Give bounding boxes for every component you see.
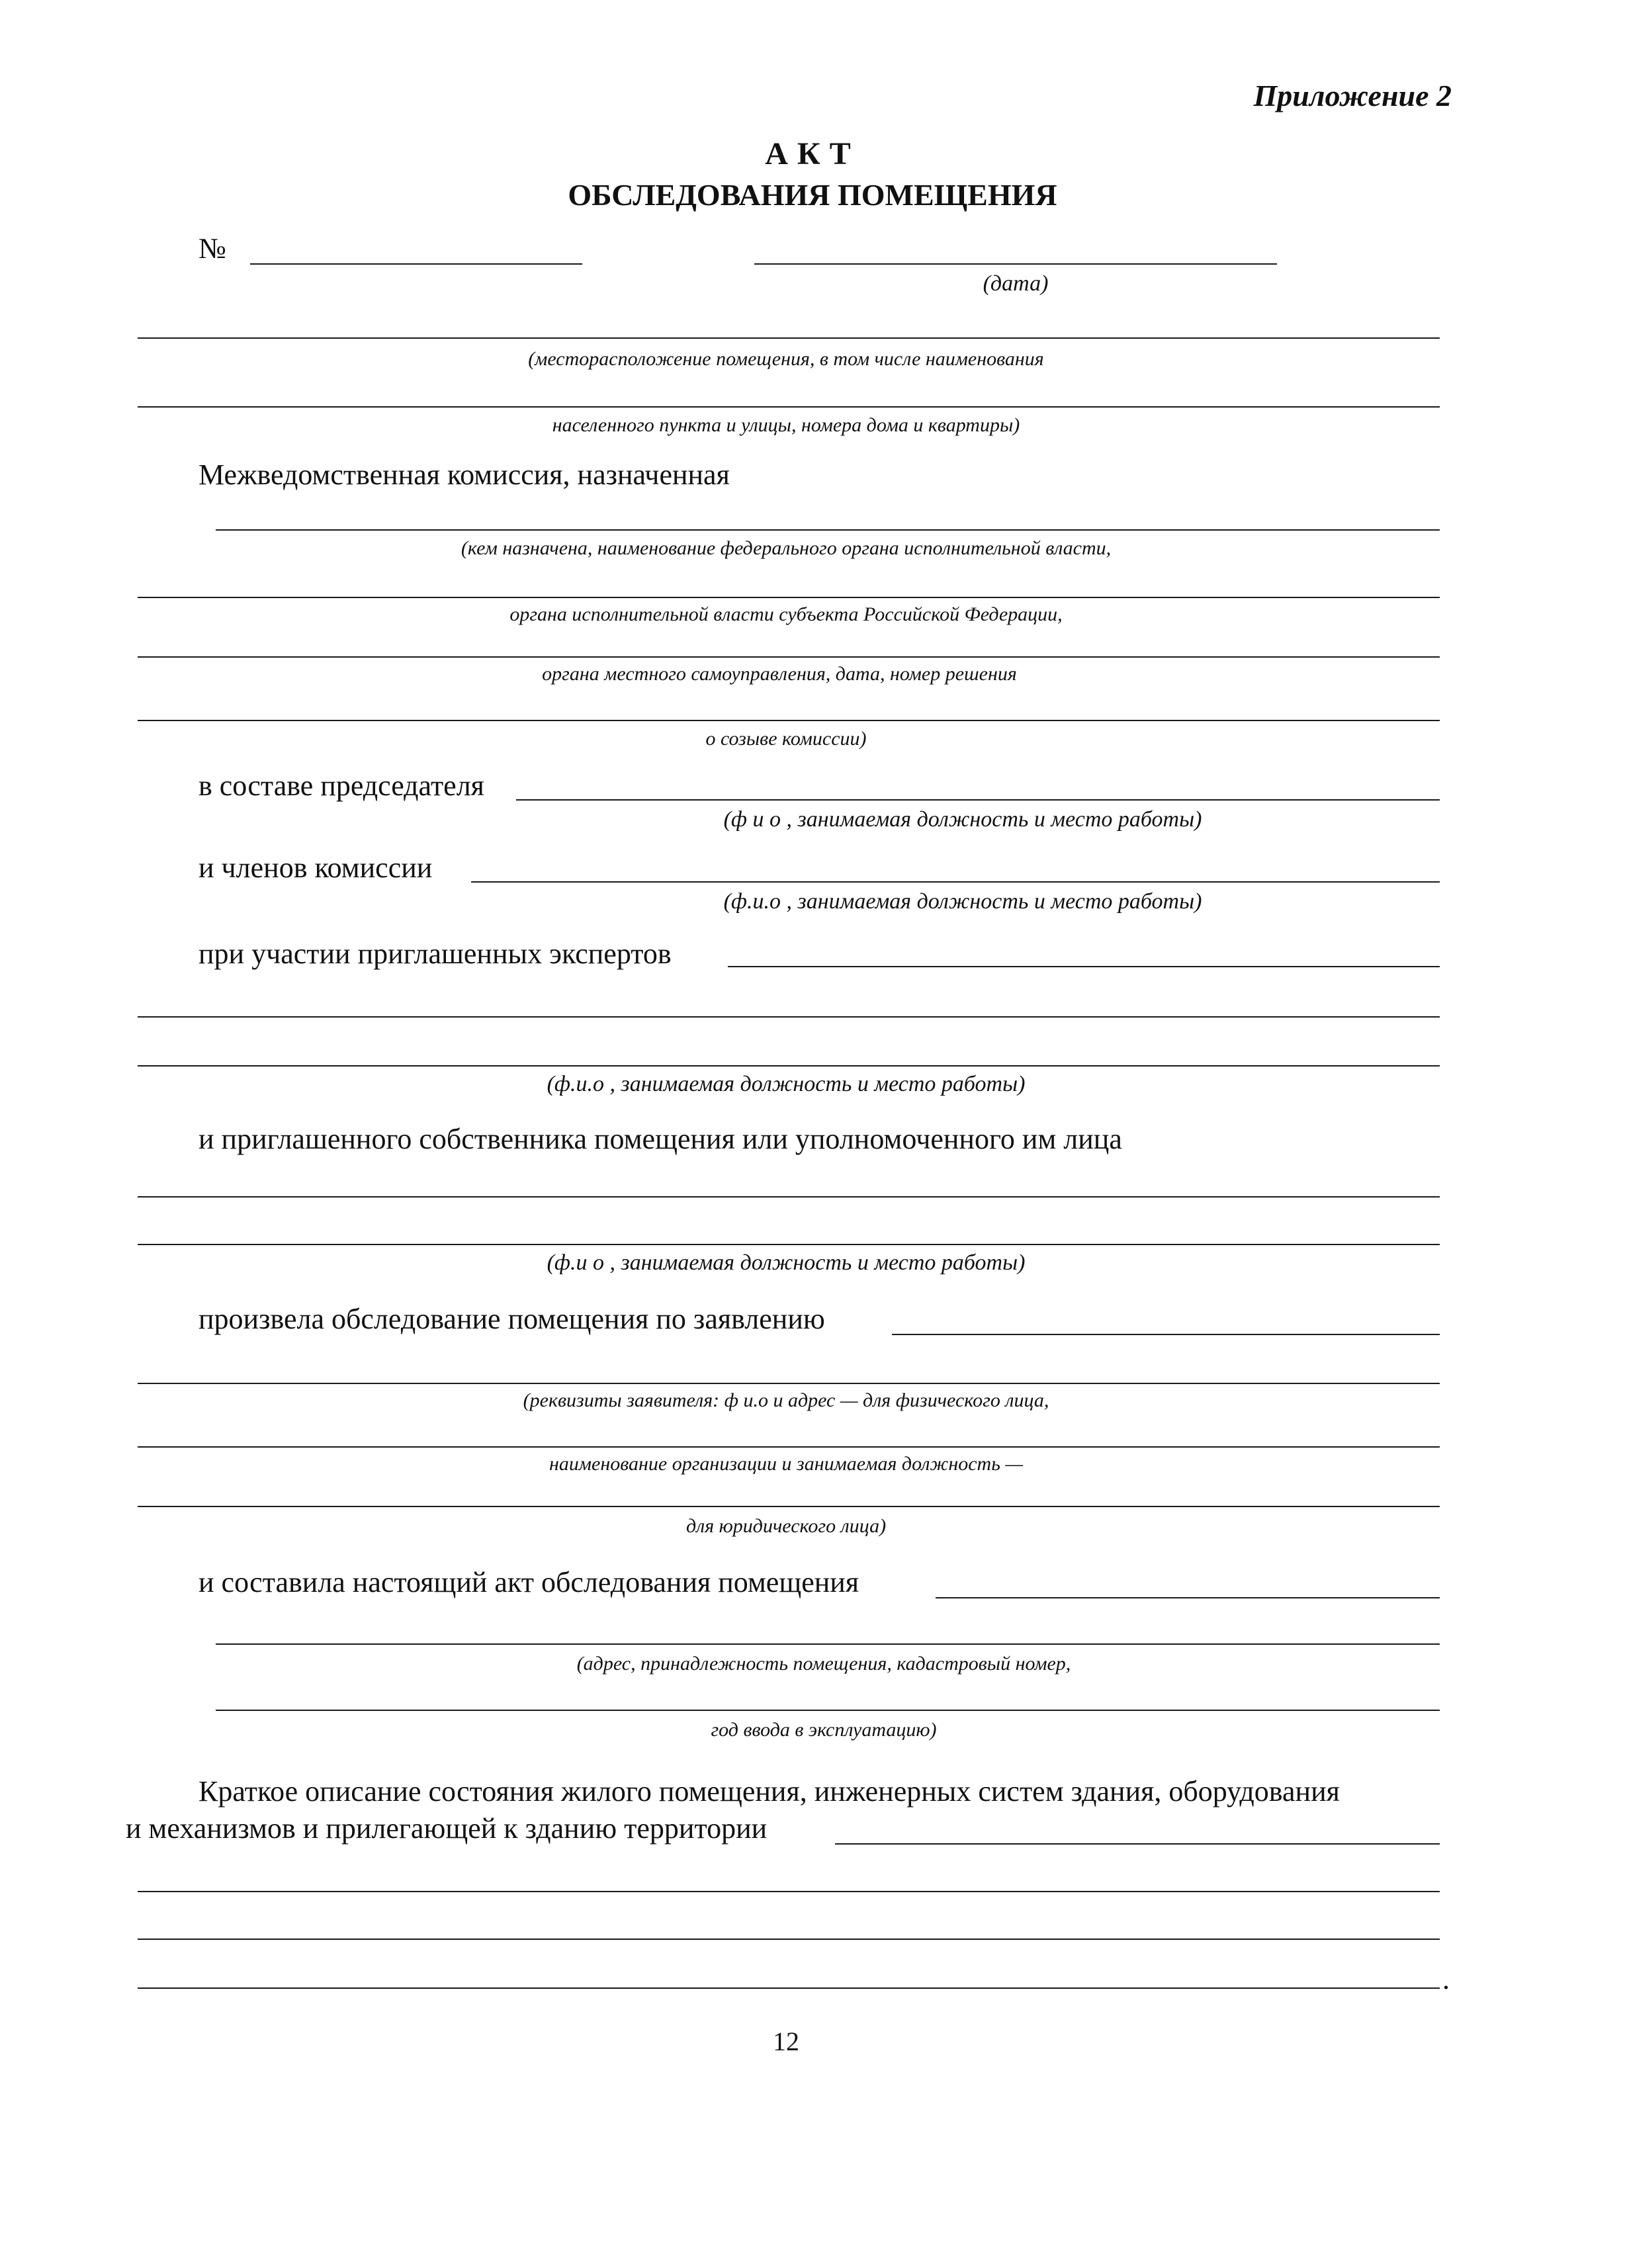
application-field-line-2[interactable]	[138, 1383, 1440, 1384]
applicant-caption-2: наименование организации и занимаемая должность —	[549, 1453, 1024, 1475]
address-caption-2: год ввода в эксплуатацию)	[711, 1719, 937, 1741]
application-field-line-1[interactable]	[892, 1334, 1440, 1335]
location-line-2[interactable]	[138, 406, 1440, 408]
number-field-line[interactable]	[250, 263, 582, 265]
members-caption: (ф.и.о , занимаемая должность и место работы)	[723, 889, 1202, 914]
act-label: и составила настоящий акт обследования помещения	[198, 1566, 859, 1598]
experts-field-line-1[interactable]	[728, 966, 1440, 967]
owner-label: и приглашенного собственника помещения или уполномоченного им лица	[198, 1123, 1122, 1155]
owner-caption: (ф.и о , занимаемая должность и место работы)	[547, 1250, 1026, 1275]
act-field-line-1[interactable]	[936, 1597, 1440, 1598]
experts-caption: (ф.и.о , занимаемая должность и место работы)	[547, 1072, 1026, 1096]
number-label: №	[198, 232, 226, 265]
applicant-line-3[interactable]	[138, 1506, 1440, 1507]
address-caption-1: (адрес, принадлежность помещения, кадастровый номер,	[576, 1653, 1071, 1675]
owner-field-line-1[interactable]	[138, 1196, 1440, 1198]
commission-label: Межведомственная комиссия, назначенная	[198, 458, 730, 491]
applicant-caption-1: (реквизиты заявителя: ф и.о и адрес — для физического лица,	[523, 1389, 1049, 1411]
owner-field-line-2[interactable]	[138, 1244, 1440, 1245]
applicant-line-2[interactable]	[138, 1446, 1440, 1448]
act-field-line-2[interactable]	[216, 1643, 1440, 1645]
location-line-1[interactable]	[138, 337, 1440, 339]
appointed-line-4[interactable]	[138, 720, 1440, 721]
page-number: 12	[773, 2027, 799, 2056]
members-field-line[interactable]	[471, 881, 1440, 883]
description-field-line-1[interactable]	[835, 1843, 1440, 1845]
appointed-caption-1: (кем назначена, наименование федерального органа исполнительной власти,	[461, 537, 1112, 559]
end-mark: .	[1442, 1963, 1450, 1995]
description-line-2: и механизмов и прилегающей к зданию территории	[126, 1812, 768, 1845]
experts-label: при участии приглашенных экспертов	[198, 938, 672, 970]
location-caption-1: (месторасположение помещения, в том числе наименования	[528, 348, 1044, 370]
appointed-line-2[interactable]	[138, 597, 1440, 598]
location-caption-2: населенного пункта и улицы, номера дома и квартиры)	[552, 414, 1020, 436]
description-field-line-2[interactable]	[138, 1891, 1440, 1892]
application-label: произвела обследование помещения по заявлению	[198, 1303, 825, 1335]
experts-field-line-3[interactable]	[138, 1065, 1440, 1067]
chairman-label: в составе председателя	[198, 769, 484, 802]
act-title: АКТ	[765, 136, 860, 171]
description-field-line-4[interactable]	[138, 1987, 1440, 1989]
date-caption: (дата)	[983, 271, 1049, 296]
appointed-line-1[interactable]	[216, 529, 1440, 531]
appointed-caption-3: органа местного самоуправления, дата, номер решения	[542, 663, 1017, 685]
address-line-2[interactable]	[216, 1710, 1440, 1711]
appendix-label: Приложение 2	[1253, 79, 1452, 112]
description-field-line-3[interactable]	[138, 1939, 1440, 1940]
act-subtitle: ОБСЛЕДОВАНИЯ ПОМЕЩЕНИЯ	[568, 178, 1057, 212]
chairman-field-line[interactable]	[516, 799, 1440, 801]
experts-field-line-2[interactable]	[138, 1016, 1440, 1018]
appointed-line-3[interactable]	[138, 656, 1440, 658]
date-field-line[interactable]	[754, 263, 1277, 265]
appointed-caption-4: о созыве комиссии)	[705, 728, 867, 750]
appointed-caption-2: органа исполнительной власти субъекта Российской Федерации,	[509, 603, 1063, 625]
applicant-caption-3: для юридического лица)	[685, 1515, 887, 1537]
chairman-caption: (ф и о , занимаемая должность и место работы)	[723, 807, 1202, 832]
description-line-1: Краткое описание состояния жилого помещения, инженерных систем здания, оборудования	[198, 1775, 1340, 1808]
members-label: и членов комиссии	[198, 851, 433, 884]
